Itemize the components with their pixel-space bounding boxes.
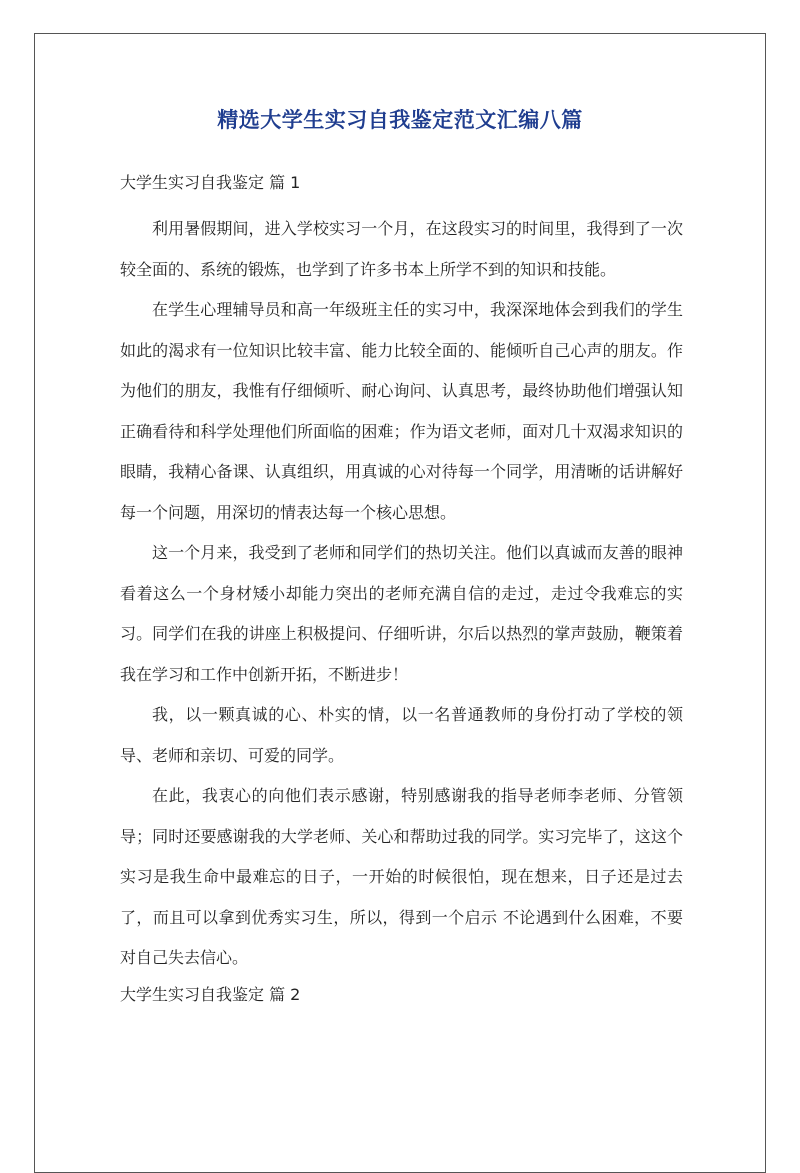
- paragraph-3: 这一个月来，我受到了老师和同学们的热切关注。他们以真诚而友善的眼神看着这么一个身材矮小却能力突出的老师充满自信的走过，走过令我难忘的实习。同学们在我的讲座上积极提问、仔细听讲，尔后以热烈的掌声鼓励，鞭策着我在学习和工作中创新开拓，不断进步！: [120, 543, 683, 684]
- paragraph-1: 利用暑假期间，进入学校实习一个月，在这段实习的时间里，我得到了一次较全面的、系统的锻炼，也学到了许多书本上所学不到的知识和技能。: [120, 219, 683, 279]
- section-heading-2: 大学生实习自我鉴定 篇 2: [120, 984, 301, 1004]
- document-title: 精选大学生实习自我鉴定范文汇编八篇: [217, 108, 583, 132]
- paragraph-5: 在此，我衷心的向他们表示感谢，特别感谢我的指导老师李老师、分管领导；同时还要感谢我的大学老师、关心和帮助过我的同学。实习完毕了，这这个实习是我生命中最难忘的日子，一开始的时候很怕，现在想来，日子还是过去了，而且可以拿到优秀实习生，所以，得到一个启示 不论遇到什么困难，不要对自己失去信心。: [120, 786, 683, 967]
- document-body: [120, 169, 683, 1009]
- paragraph-2: 在学生心理辅导员和高一年级班主任的实习中，我深深地体会到我们的学生如此的渴求有一位知识比较丰富、能力比较全面的、能倾听自己心声的朋友。作为他们的朋友，我惟有仔细倾听、耐心询问、认真思考，最终协助他们增强认知正确看待和科学处理他们所面临的困难；作为语文老师，面对几十双渴求知识的眼睛，我精心备课、认真组织，用真诚的心对待每一个同学，用清晰的话讲解好每一个问题，用深切的情表达每一个核心思想。: [120, 300, 683, 522]
- section-heading-1: 大学生实习自我鉴定 篇 1: [120, 173, 301, 192]
- paragraph-4: 我，以一颗真诚的心、朴实的情，以一名普通教师的身份打动了学校的领导、老师和亲切、可爱的同学。: [120, 705, 683, 765]
